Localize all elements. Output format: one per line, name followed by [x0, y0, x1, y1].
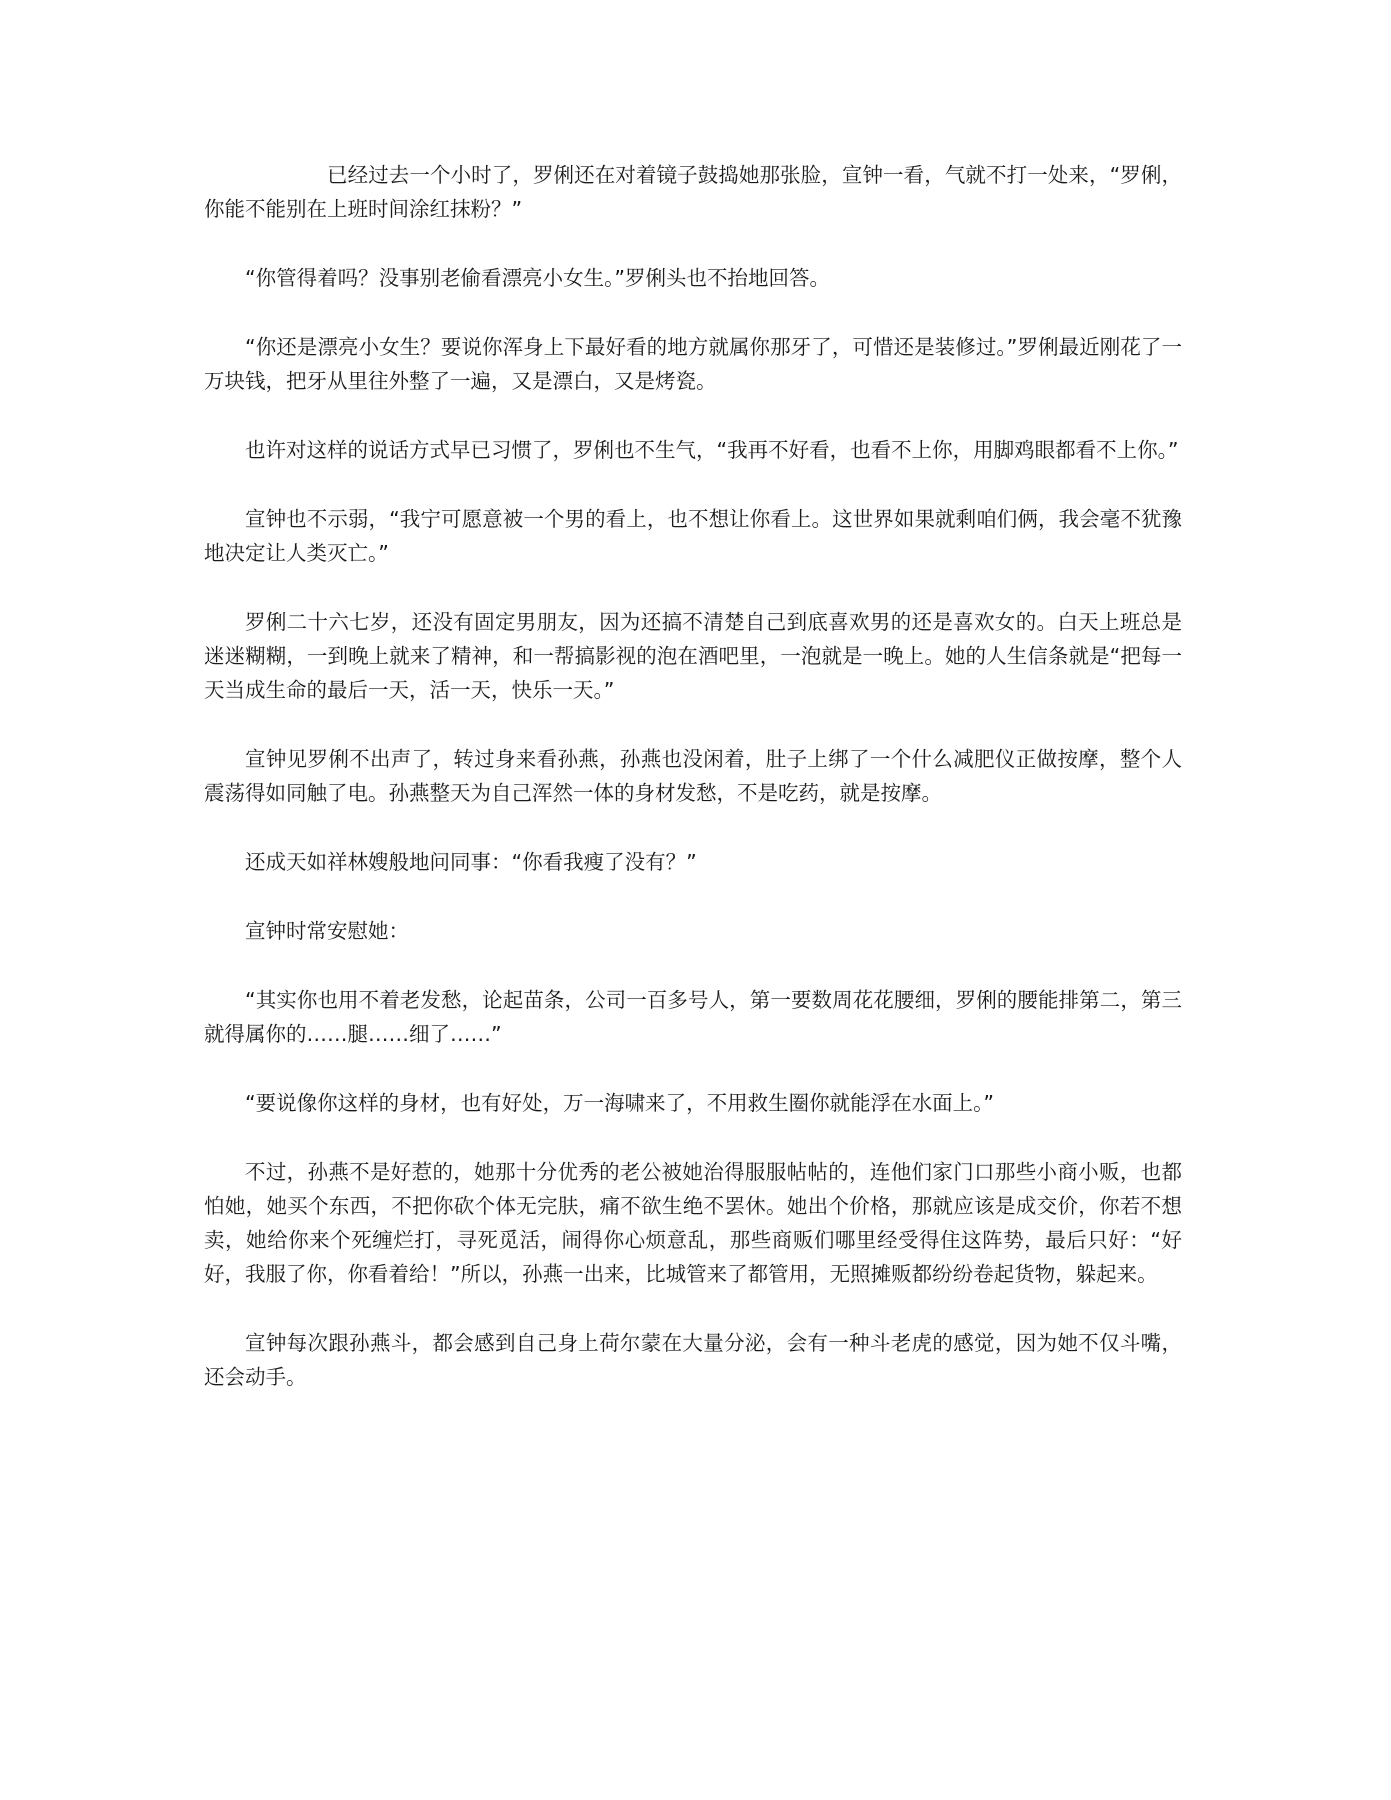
- paragraph: 宣钟每次跟孙燕斗，都会感到自己身上荷尔蒙在大量分泌，会有一种斗老虎的感觉，因为她不仅斗嘴，还会动手。: [204, 1331, 1182, 1389]
- paragraph: “你还是漂亮小女生？要说你浑身上下最好看的地方就属你那牙了，可惜还是装修过。”罗俐最近刚花了一万块钱，把牙从里往外整了一遍，又是漂白，又是烤瓷。: [204, 335, 1182, 393]
- paragraph: 已经过去一个小时了，罗俐还在对着镜子鼓捣她那张脸，宣钟一看，气就不打一处来，“罗俐，你能不能别在上班时间涂红抹粉？”: [204, 163, 1182, 221]
- paragraph: 罗俐二十六七岁，还没有固定男朋友，因为还搞不清楚自己到底喜欢男的还是喜欢女的。白天上班总是迷迷糊糊，一到晚上就来了精神，和一帮搞影视的泡在酒吧里，一泡就是一晚上。她的人生信条就是“把每一天当成生命的最后一天，活一天，快乐一天。”: [204, 610, 1182, 702]
- paragraph: 宣钟时常安慰她：: [245, 919, 409, 943]
- paragraph: 宣钟也不示弱，“我宁可愿意被一个男的看上，也不想让你看上。这世界如果就剩咱们俩，我会毫不犹豫地决定让人类灭亡。”: [204, 507, 1182, 565]
- paragraph: “你管得着吗？没事别老偷看漂亮小女生。”罗俐头也不抬地回答。: [245, 266, 830, 290]
- paragraph: 还成天如祥林嫂般地问同事：“你看我瘦了没有？”: [245, 850, 697, 874]
- paragraph: 不过，孙燕不是好惹的，她那十分优秀的老公被她治得服服帖帖的，连他们家门口那些小商小贩，也都怕她，她买个东西，不把你砍个体无完肤，痛不欲生绝不罢休。她出个价格，那就应该是成交价，你若不想卖，她给你来个死缠烂打，寻死觅活，闹得你心烦意乱，那些商贩们哪里经受得住这阵势，最后只好：“好好，我服了你，你看着给！”所以，孙燕一出来，比城管来了都管用，无照摊贩都纷纷卷起货物，躲起来。: [204, 1160, 1182, 1286]
- document-body: [204, 158, 1182, 1429]
- paragraph: “要说像你这样的身材，也有好处，万一海啸来了，不用救生圈你就能浮在水面上。”: [245, 1091, 994, 1115]
- paragraph: 也许对这样的说话方式早已习惯了，罗俐也不生气，“我再不好看，也看不上你，用脚鸡眼都看不上你。”: [245, 438, 1179, 462]
- paragraph: 宣钟见罗俐不出声了，转过身来看孙燕，孙燕也没闲着，肚子上绑了一个什么减肥仪正做按摩，整个人震荡得如同触了电。孙燕整天为自己浑然一体的身材发愁，不是吃药，就是按摩。: [204, 747, 1182, 805]
- paragraph: “其实你也用不着老发愁，论起苗条，公司一百多号人，第一要数周花花腰细，罗俐的腰能排第二，第三就得属你的……腿……细了……”: [204, 988, 1182, 1046]
